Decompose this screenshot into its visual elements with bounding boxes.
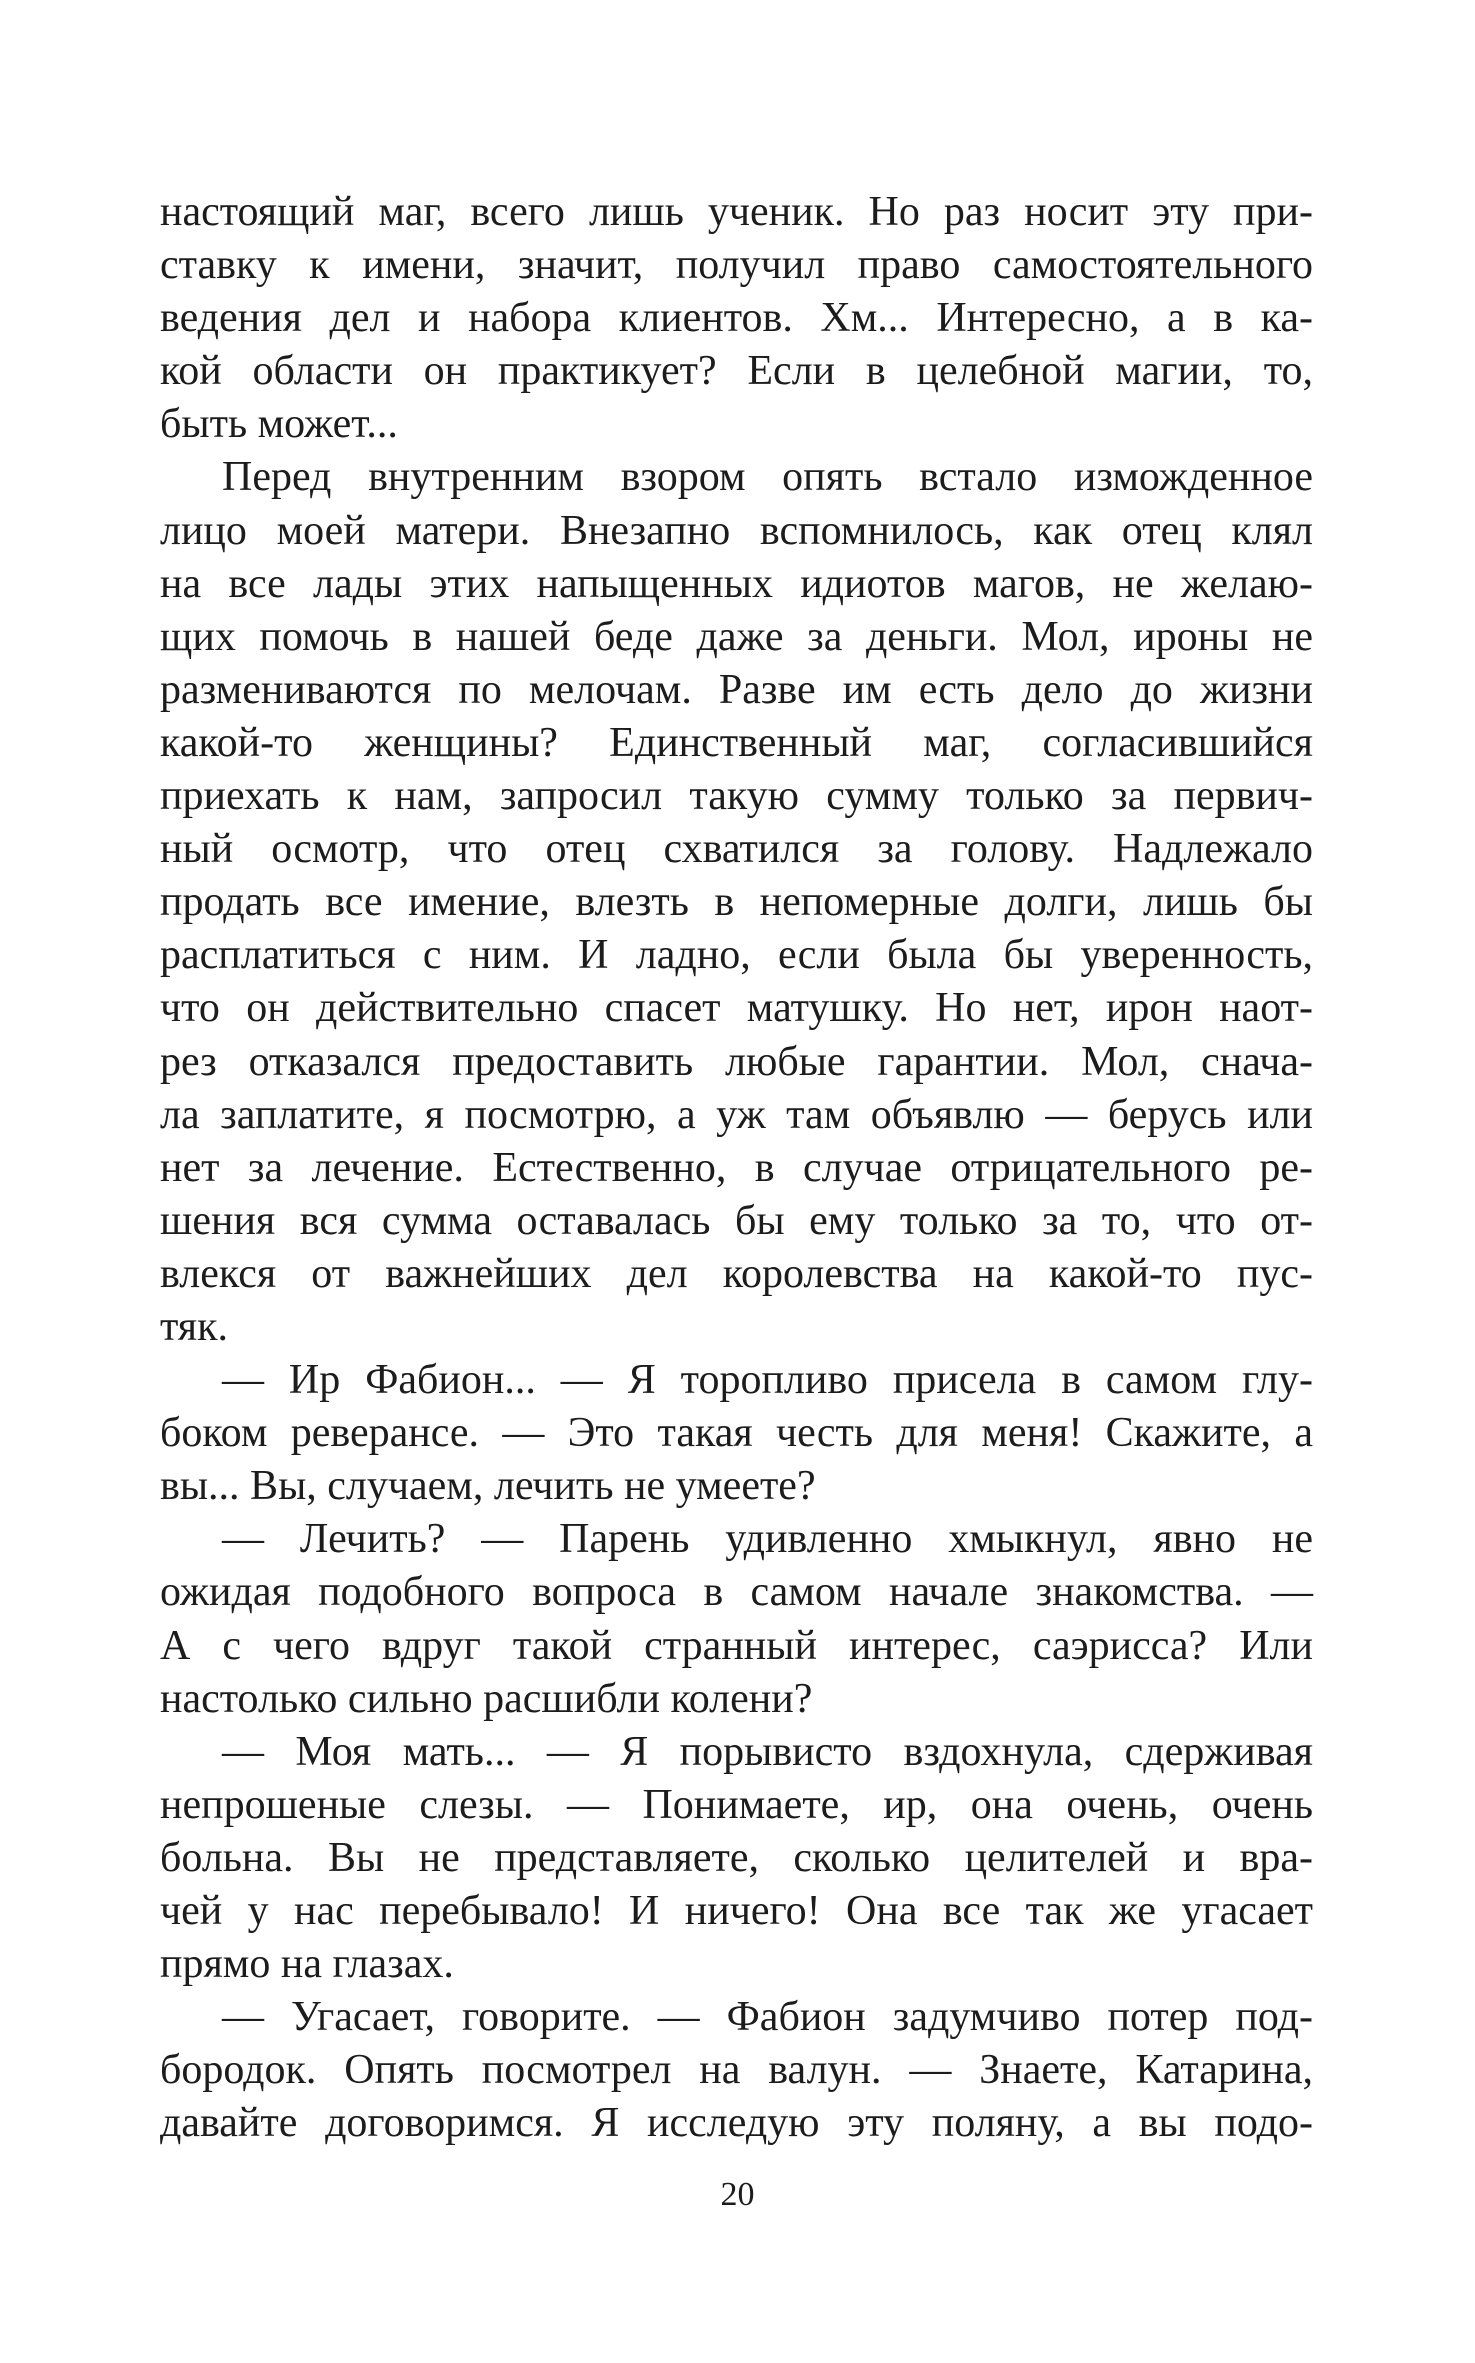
text-line: ожидая подобного вопроса в самом начале знакомства. — bbox=[160, 1569, 1313, 1616]
text-line: Перед внутренним взором опять встало изможденное bbox=[222, 454, 1313, 501]
text-line: размениваются по мелочам. Разве им есть дело до жизни bbox=[160, 666, 1313, 713]
text-line: боком реверансе. — Это такая честь для меня! Скажите, а bbox=[160, 1410, 1313, 1457]
page-number: 20 bbox=[720, 2176, 755, 2213]
text-line: продать все имение, влезть в непомерные долги, лишь бы bbox=[160, 879, 1313, 926]
body-text bbox=[160, 186, 1313, 2150]
text-line: — Лечить? — Парень удивленно хмыкнул, явно не bbox=[222, 1516, 1313, 1563]
text-line: настоящий маг, всего лишь ученик. Но раз носит эту при- bbox=[160, 189, 1313, 235]
text-line: шения вся сумма оставалась бы ему только за то, что от- bbox=[160, 1197, 1313, 1244]
text-line: тяк. bbox=[160, 1303, 229, 1350]
text-line: А с чего вдруг такой странный интерес, саэрисса? Или bbox=[160, 1622, 1313, 1669]
text-line: лицо моей матери. Внезапно вспомнилось, как отец клял bbox=[160, 507, 1313, 554]
text-line: влекся от важнейших дел королевства на какой-то пус- bbox=[160, 1250, 1313, 1297]
text-line: ведения дел и набора клиентов. Хм... Интересно, а в ка- bbox=[160, 295, 1313, 342]
text-line: щих помочь в нашей беде даже за деньги. Мол, ироны не bbox=[160, 613, 1313, 660]
text-line: приехать к нам, запросил такую сумму только за первич- bbox=[160, 773, 1313, 820]
text-line: — Моя мать... — Я порывисто вздохнула, сдерживая bbox=[222, 1728, 1313, 1775]
text-line: больна. Вы не представляете, сколько целителей и вра- bbox=[160, 1834, 1313, 1881]
text-line: — Ир Фабион... — Я торопливо присела в самом глу- bbox=[222, 1357, 1313, 1404]
text-line: нет за лечение. Естественно, в случае отрицательного ре- bbox=[160, 1144, 1313, 1191]
text-line: ставку к имени, значит, получил право самостоятельного bbox=[160, 242, 1313, 289]
text-line: расплатиться с ним. И ладно, если была бы уверенность, bbox=[160, 932, 1313, 979]
text-line: бородок. Опять посмотрел на валун. — Знаете, Катарина, bbox=[160, 2047, 1313, 2094]
text-line: давайте договоримся. Я исследую эту поляну, а вы подо- bbox=[160, 2100, 1313, 2147]
text-line: на все лады этих напыщенных идиотов магов, не желаю- bbox=[160, 560, 1313, 607]
text-line: ный осмотр, что отец схватился за голову. Надлежало bbox=[160, 826, 1313, 873]
text-line: — Угасает, говорите. — Фабион задумчиво потер под- bbox=[222, 1994, 1313, 2041]
text-line: прямо на глазах. bbox=[160, 1941, 454, 1988]
text-line: вы... Вы, случаем, лечить не умеете? bbox=[160, 1463, 816, 1510]
text-line: непрошеные слезы. — Понимаете, ир, она очень, очень bbox=[160, 1781, 1313, 1828]
text-line: быть может... bbox=[160, 401, 398, 448]
text-line: настолько сильно расшибли колени? bbox=[160, 1675, 813, 1722]
text-line: рез отказался предоставить любые гарантии. Мол, снача- bbox=[160, 1038, 1313, 1085]
text-line: ла заплатите, я посмотрю, а уж там объявлю — берусь или bbox=[160, 1091, 1313, 1138]
text-line: какой-то женщины? Единственный маг, согласившийся bbox=[160, 719, 1313, 766]
text-line: чей у нас перебывало! И ничего! Она все так же угасает bbox=[160, 1888, 1313, 1934]
text-line: кой области он практикует? Если в целебной магии, то, bbox=[160, 348, 1313, 395]
text-line: что он действительно спасет матушку. Но нет, ирон наот- bbox=[160, 985, 1313, 1032]
